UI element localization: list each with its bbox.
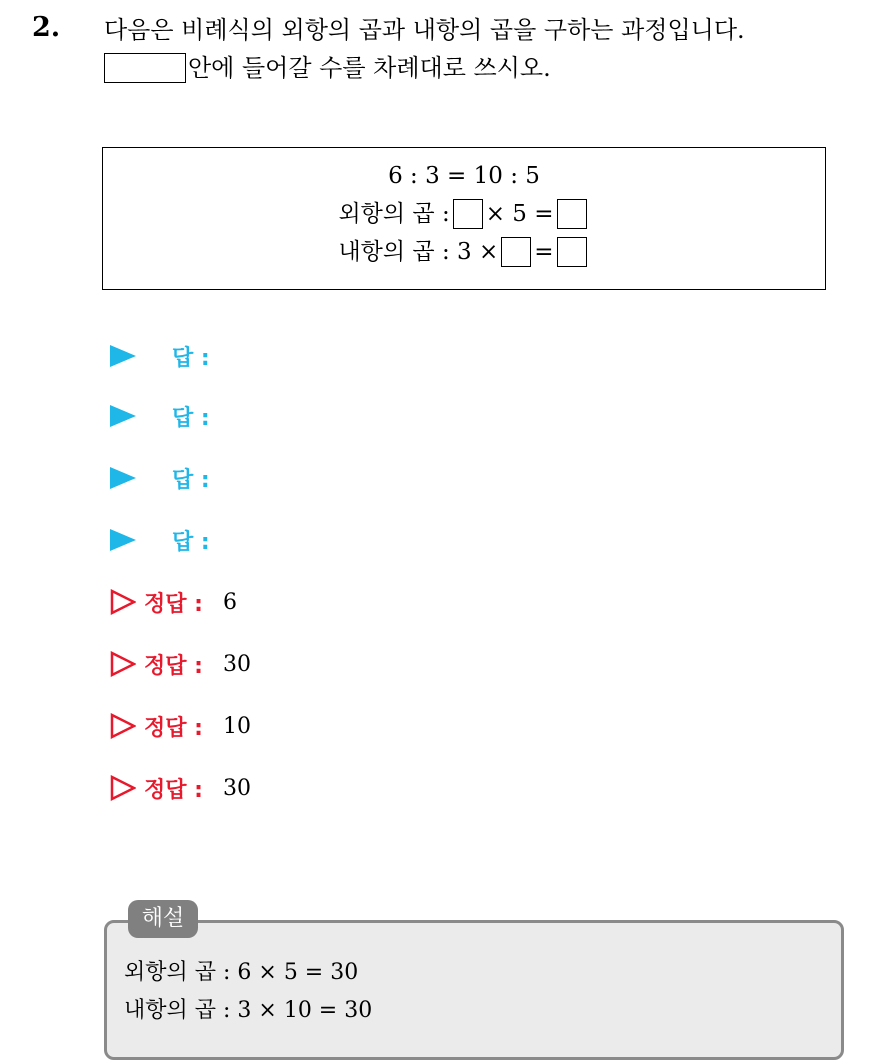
solution-value: 10 [222, 713, 251, 739]
solution-value: 6 [222, 589, 237, 615]
blank-square-1 [453, 199, 483, 229]
question-number: 2. [32, 12, 61, 43]
solution-value: 30 [222, 775, 251, 801]
proportion-text: 6 : 3 = 10 : 5 [388, 163, 540, 189]
filled-triangle-icon [110, 467, 136, 489]
outer-product-mid: × 5 = [485, 201, 554, 227]
solution-row [110, 584, 237, 620]
explanation-line2: 내항의 곱 : 3 × 10 = 30 [124, 998, 373, 1023]
answer-row [110, 338, 210, 374]
filled-triangle-icon [110, 529, 136, 551]
outer-product-line [102, 196, 826, 232]
solution-row [110, 646, 251, 682]
filled-triangle-icon [110, 345, 136, 367]
solution-value: 30 [222, 651, 251, 677]
explanation-line1: 외항의 곱 : 6 × 5 = 30 [124, 960, 359, 985]
question-text-line2-content: 안에 들어갈 수를 차례대로 쓰시오. [188, 54, 551, 82]
blank-square-4 [557, 237, 587, 267]
inner-product-label: 내항의 곱 : 3 × [338, 239, 499, 265]
answer-label: 답 : [172, 529, 210, 555]
answer-row [110, 398, 210, 434]
outline-triangle-icon [110, 713, 136, 739]
outline-triangle-icon [110, 775, 136, 801]
proportion-equation [102, 158, 826, 194]
filled-triangle-icon [110, 405, 136, 427]
answer-label: 답 : [172, 405, 210, 431]
answer-label: 답 : [172, 345, 210, 371]
question-text-line1: 다음은 비례식의 외항의 곱과 내항의 곱을 구하는 과정입니다. [104, 16, 745, 44]
question-text-line2 [104, 50, 551, 86]
solution-row [110, 708, 251, 744]
blank-square-3 [501, 237, 531, 267]
outline-triangle-icon [110, 589, 136, 615]
outer-product-label: 외항의 곱 : [338, 201, 450, 227]
outline-triangle-icon [110, 651, 136, 677]
answer-row [110, 522, 210, 558]
solution-row [110, 770, 251, 806]
explanation-tab: 해설 [128, 900, 198, 938]
explanation-box [104, 920, 844, 1060]
solution-label: 정답 : [144, 591, 203, 617]
answer-row [110, 460, 210, 496]
solution-label: 정답 : [144, 777, 203, 803]
solution-label: 정답 : [144, 715, 203, 741]
solution-label: 정답 : [144, 653, 203, 679]
blank-box-symbol [104, 53, 186, 83]
inner-product-line [102, 234, 826, 270]
inner-product-mid: = [534, 239, 554, 265]
answer-label: 답 : [172, 467, 210, 493]
blank-square-2 [557, 199, 587, 229]
